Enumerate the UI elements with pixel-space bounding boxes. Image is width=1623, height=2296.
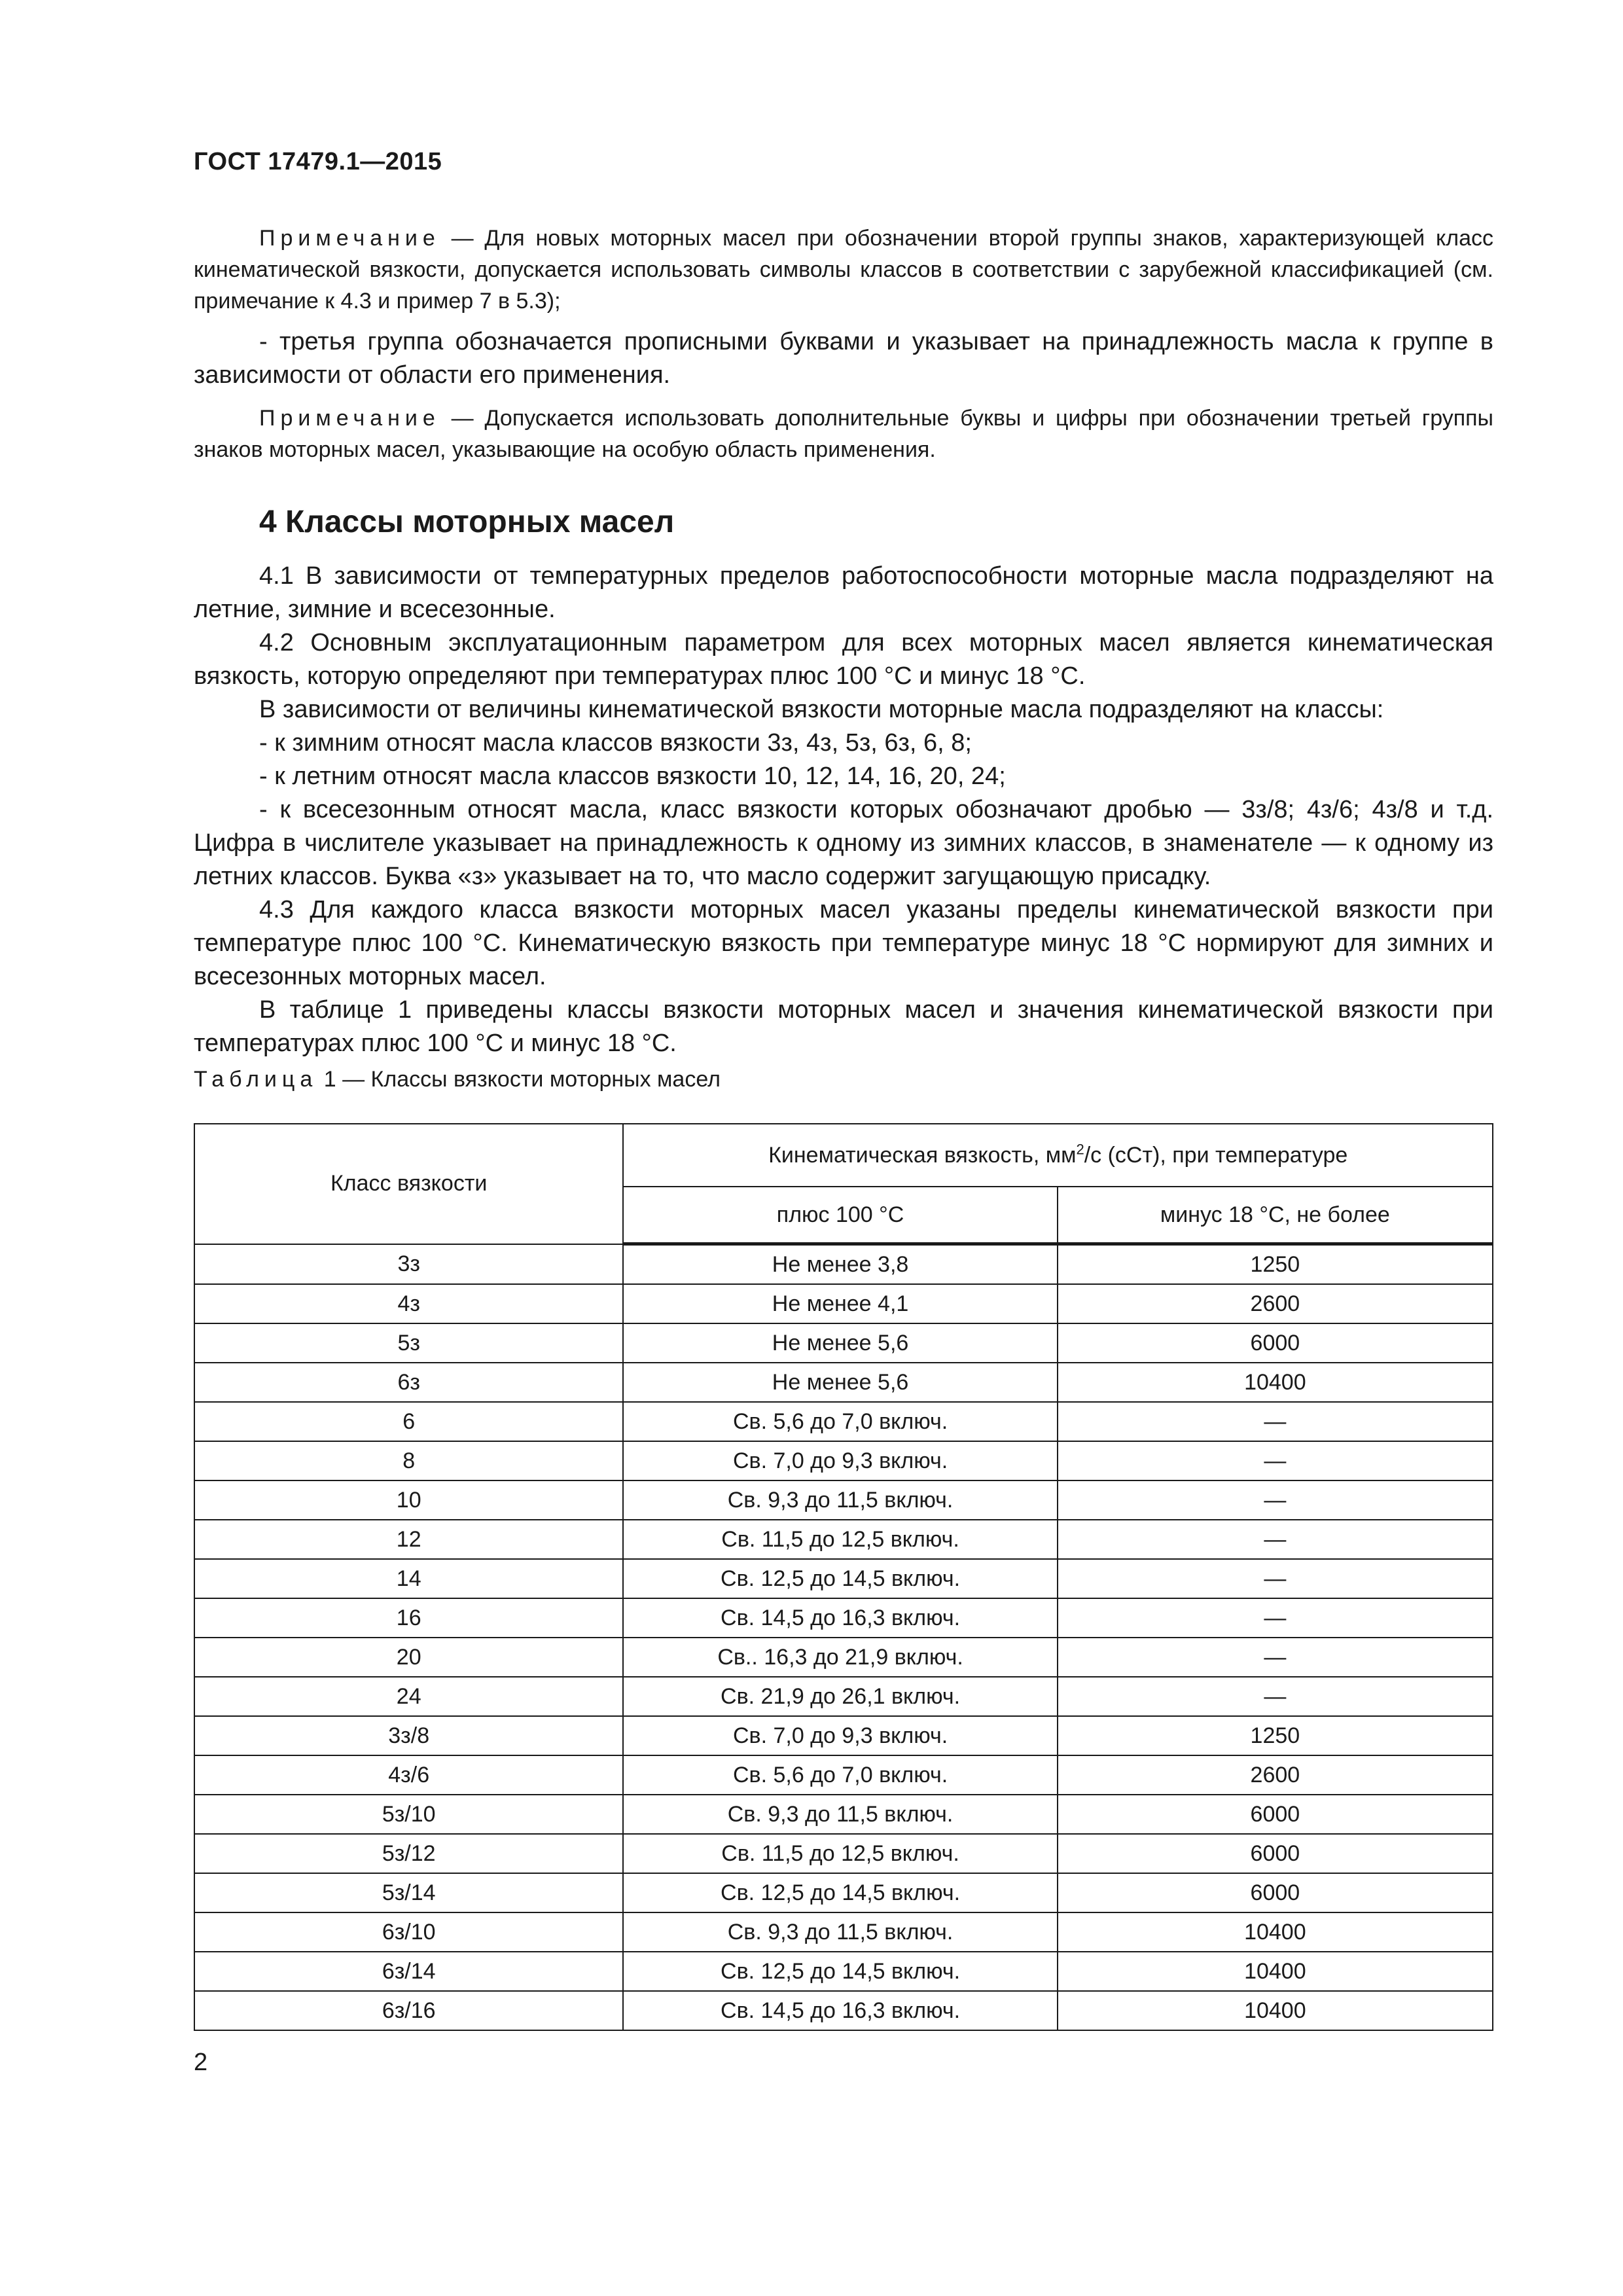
cell-minus-18: — — [1058, 1677, 1493, 1716]
note-text: — Для новых моторных масел при обозначении второй группы знаков, характеризующей класс кинематической вязкости, допускается использовать символы классов в соответствии с зарубежной классификацией (см. примечание к 4.3 и пример 7 в 5.3); — [194, 226, 1493, 314]
cell-minus-18: 1250 — [1058, 1244, 1493, 1285]
header-viscosity-class: Класс вязкости — [194, 1124, 623, 1244]
section-body — [194, 560, 1493, 1060]
table-row — [194, 1912, 1493, 1952]
table-body — [194, 1244, 1493, 2031]
cell-class: 16 — [194, 1598, 623, 1638]
cell-plus-100: Св. 7,0 до 9,3 включ. — [623, 1441, 1057, 1480]
cell-minus-18: 6000 — [1058, 1323, 1493, 1363]
table-row — [194, 1402, 1493, 1441]
cell-minus-18: 1250 — [1058, 1716, 1493, 1755]
cell-class: 24 — [194, 1677, 623, 1716]
page-number: 2 — [194, 2049, 208, 2076]
note-label: Примечание — [259, 226, 440, 251]
cell-plus-100: Св. 9,3 до 11,5 включ. — [623, 1480, 1057, 1520]
cell-plus-100: Св. 5,6 до 7,0 включ. — [623, 1402, 1057, 1441]
cell-plus-100: Св.. 16,3 до 21,9 включ. — [623, 1638, 1057, 1677]
cell-minus-18: — — [1058, 1559, 1493, 1598]
cell-plus-100: Св. 9,3 до 11,5 включ. — [623, 1795, 1057, 1834]
cell-minus-18: — — [1058, 1598, 1493, 1638]
cell-plus-100: Не менее 5,6 — [623, 1323, 1057, 1363]
table-row — [194, 1323, 1493, 1363]
cell-minus-18: 6000 — [1058, 1873, 1493, 1912]
cell-plus-100: Св. 7,0 до 9,3 включ. — [623, 1716, 1057, 1755]
table-row — [194, 1716, 1493, 1755]
paragraph-table-ref: В таблице 1 приведены классы вязкости моторных масел и значения кинематической вязкости при температурах плюс 100 °С и минус 18 °С. — [194, 996, 1493, 1057]
cell-plus-100: Св. 14,5 до 16,3 включ. — [623, 1598, 1057, 1638]
header-kin-prefix: Кинематическая вязкость, мм — [768, 1142, 1077, 1168]
table-row — [194, 1795, 1493, 1834]
cell-minus-18: 6000 — [1058, 1795, 1493, 1834]
cell-plus-100: Не менее 3,8 — [623, 1244, 1057, 1285]
cell-plus-100: Св. 5,6 до 7,0 включ. — [623, 1755, 1057, 1795]
table-row — [194, 1244, 1493, 1285]
paragraph-4-2: 4.2 Основным эксплуатационным параметром для всех моторных масел является кинематическая вязкость, которую определяют при температурах плюс 100 °С и минус 18 °С. — [194, 629, 1493, 690]
note-text: — Допускается использовать дополнительные буквы и цифры при обозначении третьей группы знаков моторных масел, указывающие на особую область применения. — [194, 406, 1493, 462]
table-row — [194, 1991, 1493, 2030]
paragraph-third-group — [194, 325, 1493, 392]
cell-plus-100: Св. 12,5 до 14,5 включ. — [623, 1559, 1057, 1598]
paragraph-classes-intro: В зависимости от величины кинематической вязкости моторные масла подразделяют на классы: — [259, 696, 1384, 723]
cell-class: 14 — [194, 1559, 623, 1598]
cell-plus-100: Не менее 5,6 — [623, 1363, 1057, 1402]
header-kinematic-viscosity — [623, 1124, 1493, 1187]
cell-minus-18: 10400 — [1058, 1363, 1493, 1402]
header-minus-18: минус 18 °С, не более — [1058, 1187, 1493, 1244]
paragraph-winter: - к зимним относят масла классов вязкости 3з, 4з, 5з, 6з, 6, 8; — [259, 729, 972, 757]
cell-class: 10 — [194, 1480, 623, 1520]
table-row — [194, 1441, 1493, 1480]
cell-class: 4з — [194, 1284, 623, 1323]
table-row — [194, 1363, 1493, 1402]
header-plus-100: плюс 100 °С — [623, 1187, 1057, 1244]
cell-minus-18: — — [1058, 1480, 1493, 1520]
cell-class: 5з/14 — [194, 1873, 623, 1912]
cell-plus-100: Св. 21,9 до 26,1 включ. — [623, 1677, 1057, 1716]
cell-minus-18: 10400 — [1058, 1912, 1493, 1952]
cell-plus-100: Св. 11,5 до 12,5 включ. — [623, 1834, 1057, 1873]
table-row — [194, 1598, 1493, 1638]
cell-class: 6 — [194, 1402, 623, 1441]
cell-class: 3з/8 — [194, 1716, 623, 1755]
cell-minus-18: 10400 — [1058, 1991, 1493, 2030]
cell-plus-100: Св. 14,5 до 16,3 включ. — [623, 1991, 1057, 2030]
table-caption-label: Таблица — [194, 1067, 318, 1092]
table-row — [194, 1834, 1493, 1873]
cell-class: 20 — [194, 1638, 623, 1677]
cell-minus-18: — — [1058, 1638, 1493, 1677]
cell-minus-18: 2600 — [1058, 1284, 1493, 1323]
note-second-group — [194, 223, 1493, 317]
note-third-group — [194, 403, 1493, 465]
viscosity-classes-table — [194, 1123, 1493, 2031]
table-row — [194, 1638, 1493, 1677]
cell-class: 12 — [194, 1520, 623, 1559]
table-row — [194, 1559, 1493, 1598]
cell-class: 8 — [194, 1441, 623, 1480]
cell-plus-100: Св. 9,3 до 11,5 включ. — [623, 1912, 1057, 1952]
document-id-header: ГОСТ 17479.1—2015 — [194, 148, 442, 175]
cell-plus-100: Св. 11,5 до 12,5 включ. — [623, 1520, 1057, 1559]
cell-minus-18: — — [1058, 1402, 1493, 1441]
cell-minus-18: 2600 — [1058, 1755, 1493, 1795]
cell-class: 4з/6 — [194, 1755, 623, 1795]
table-row — [194, 1520, 1493, 1559]
cell-plus-100: Не менее 4,1 — [623, 1284, 1057, 1323]
cell-class: 6з/10 — [194, 1912, 623, 1952]
cell-class: 5з/12 — [194, 1834, 623, 1873]
cell-minus-18: 6000 — [1058, 1834, 1493, 1873]
cell-class: 5з/10 — [194, 1795, 623, 1834]
header-kin-sup: 2 — [1076, 1141, 1084, 1158]
paragraph-4-3: 4.3 Для каждого класса вязкости моторных масел указаны пределы кинематической вязкости при температуре плюс 100 °С. Кинематическую вязкость при температуре минус 18 °С нормируют для зимних и всесезонных моторных масел. — [194, 896, 1493, 990]
cell-minus-18: 10400 — [1058, 1952, 1493, 1991]
paragraph-all-season: - к всесезонным относят масла, класс вязкости которых обозначают дробью — 3з/8; 4з/6; 4з/8 и т.д. Цифра в числителе указывает на принадлежность к одному из зимних классов, в знаменателе — к одному из летних классов. Буква «з» указывает на то, что масло содержит загущающую присадку. — [194, 796, 1493, 890]
cell-class: 6з — [194, 1363, 623, 1402]
table-row — [194, 1480, 1493, 1520]
table-row — [194, 1952, 1493, 1991]
cell-plus-100: Св. 12,5 до 14,5 включ. — [623, 1952, 1057, 1991]
table-row — [194, 1755, 1493, 1795]
cell-minus-18: — — [1058, 1441, 1493, 1480]
table-caption-text: 1 — Классы вязкости моторных масел — [317, 1067, 721, 1092]
section-title: 4 Классы моторных масел — [259, 505, 675, 539]
table-caption — [194, 1067, 721, 1092]
table-row — [194, 1873, 1493, 1912]
table-row — [194, 1284, 1493, 1323]
paragraph-4-1: 4.1 В зависимости от температурных пределов работоспособности моторные масла подразделяют на летние, зимние и всесезонные. — [194, 562, 1493, 623]
cell-plus-100: Св. 12,5 до 14,5 включ. — [623, 1873, 1057, 1912]
cell-class: 6з/14 — [194, 1952, 623, 1991]
cell-class: 6з/16 — [194, 1991, 623, 2030]
paragraph-text: - третья группа обозначается прописными буквами и указывает на принадлежность масла к группе в зависимости от области его применения. — [194, 328, 1493, 389]
cell-class: 3з — [194, 1244, 623, 1285]
header-kin-suffix: /с (сСт), при температуре — [1084, 1142, 1348, 1168]
note-label: Примечание — [259, 406, 440, 431]
cell-minus-18: — — [1058, 1520, 1493, 1559]
cell-class: 5з — [194, 1323, 623, 1363]
table-row — [194, 1677, 1493, 1716]
paragraph-summer: - к летним относят масла классов вязкости 10, 12, 14, 16, 20, 24; — [259, 762, 1006, 790]
